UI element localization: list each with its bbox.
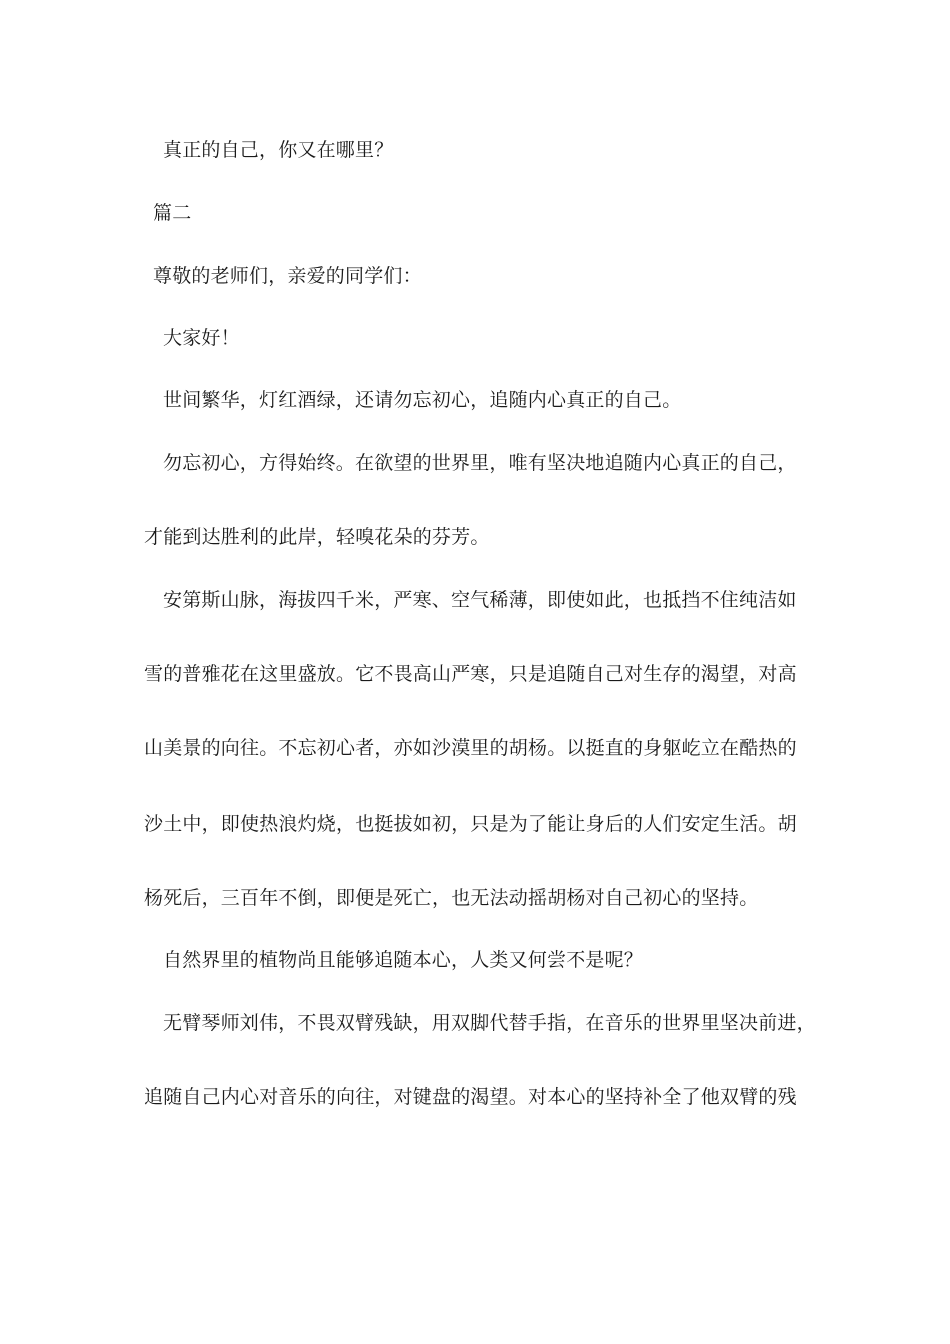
text-line: 无臂琴师刘伟，不畏双臂残缺，用双脚代替手指，在音乐的世界里坚决前进， <box>163 1012 816 1034</box>
text-line: 安第斯山脉，海拔四千米，严寒、空气稀薄，即使如此，也抵挡不住纯洁如 <box>163 589 797 611</box>
text-line: 追随自己内心对音乐的向往，对键盘的渴望。对本心的坚持补全了他双臂的残 <box>144 1086 797 1108</box>
text-line: 世间繁华，灯红酒绿，还请勿忘初心，追随内心真正的自己。 <box>163 389 682 411</box>
text-line: 山美景的向往。不忘初心者，亦如沙漠里的胡杨。以挺直的身躯屹立在酷热的 <box>144 737 797 759</box>
greeting: 大家好！ <box>163 327 240 349</box>
text-line: 沙土中，即使热浪灼烧，也挺拔如初，只是为了能让身后的人们安定生活。胡 <box>144 813 797 835</box>
text-line: 自然界里的植物尚且能够追随本心，人类又何尝不是呢？ <box>163 949 644 971</box>
text-line: 勿忘初心，方得始终。在欲望的世界里，唯有坚决地追随内心真正的自己， <box>163 452 797 474</box>
text-line: 才能到达胜利的此岸，轻嗅花朵的芬芳。 <box>144 526 490 548</box>
section-heading: 篇二 <box>153 202 192 224</box>
text-line-closing-question: 真正的自己，你又在哪里？ <box>163 139 394 161</box>
text-line: 杨死后，三百年不倒，即便是死亡，也无法动摇胡杨对自己初心的坚持。 <box>144 887 759 909</box>
salutation: 尊敬的老师们，亲爱的同学们： <box>153 265 422 287</box>
text-line: 雪的普雅花在这里盛放。它不畏高山严寒，只是追随自己对生存的渴望，对高 <box>144 663 797 685</box>
